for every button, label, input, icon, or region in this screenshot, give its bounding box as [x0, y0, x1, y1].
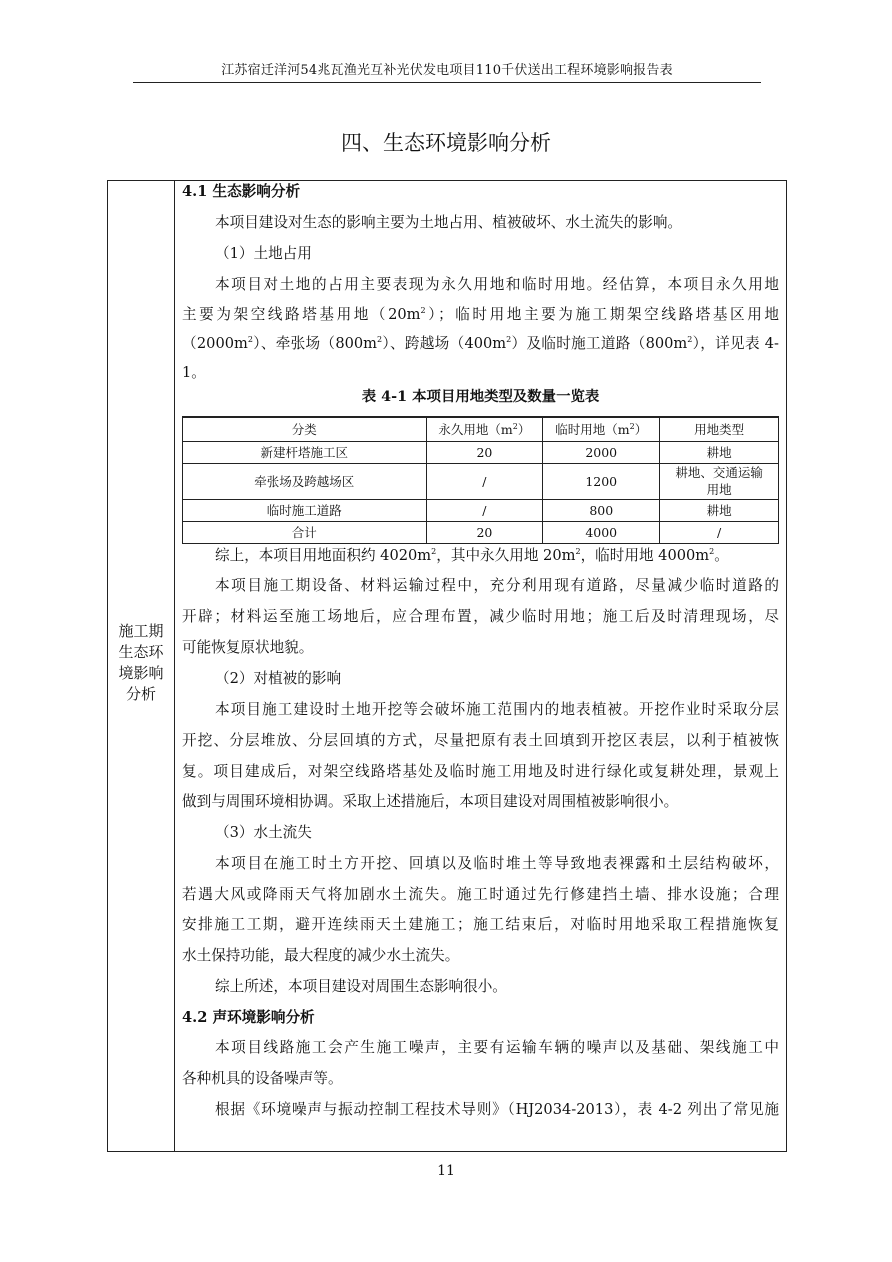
- cell-category: 牵张场及跨越场区: [183, 463, 427, 499]
- subheading-soil-erosion: （3）水土流失: [215, 824, 312, 841]
- paragraph-intro: 本项目建设对生态的影响主要为土地占用、植被破坏、水土流失的影响。: [215, 214, 683, 231]
- cell-land-type: 耕地、交通运输 用地: [660, 463, 779, 499]
- cell-temporary: 2000: [543, 441, 660, 463]
- table-row: [183, 499, 779, 521]
- heading-4-2: 4.2 声环境影响分析: [182, 1009, 315, 1026]
- paragraph-vegetation-line-4: 做到与周围环境相协调。采取上述措施后，本项目建设对周围植被影响很小。: [182, 793, 679, 810]
- cell-temporary: 4000: [543, 521, 660, 543]
- paragraph-transport-line-1: 本项目施工期设备、材料运输过程中，充分利用现有道路，尽量减少临时道路的: [215, 577, 779, 594]
- header-temporary-land: 临时用地$(m^2)$: [543, 417, 660, 441]
- running-header: 江苏宿迁洋河54兆瓦渔光互补光伏发电项目110千伏送出工程环境影响报告表: [221, 63, 673, 78]
- header-permanent-land: 永久用地$(m^2)$: [426, 417, 543, 441]
- paragraph-transport-line-3: 可能恢复原状地貌。: [182, 639, 314, 656]
- table-header-row: [183, 417, 779, 441]
- subheading-vegetation: （2）对植被的影响: [215, 670, 342, 687]
- header-rule: [133, 82, 761, 83]
- cell-temporary: 1200: [543, 463, 660, 499]
- table-row: [183, 463, 779, 499]
- paragraph-vegetation-line-2: 开挖、分层堆放、分层回填的方式，尽量把原有表土回填到开挖区表层，以利于植被恢: [182, 732, 779, 749]
- cell-category: 临时施工道路: [183, 499, 427, 521]
- paragraph-noise-line-1: 本项目线路施工会产生施工噪声，主要有运输车辆的噪声以及基础、架线施工中: [215, 1039, 779, 1056]
- cell-permanent: 20: [426, 521, 543, 543]
- table-row: [183, 441, 779, 463]
- cell-permanent: /: [426, 499, 543, 521]
- paragraph-erosion-line-4: 水土保持功能，最大程度的减少水土流失。: [182, 947, 460, 964]
- paragraph-land-use-line-2: 主要为架空线路塔基用地$(20m^2)$；临时用地主要为施工期架空线路塔基区用地: [182, 306, 779, 323]
- paragraph-standard-line-1: 根据《环境噪声与振动控制工程技术导则》（HJ2034-2013），表 4-2 列出了常见施: [215, 1101, 779, 1118]
- paragraph-vegetation-line-3: 复。项目建成后，对架空线路塔基处及临时施工用地及时进行绿化或复耕处理，景观上: [182, 763, 779, 780]
- cell-category: 新建杆塔施工区: [183, 441, 427, 463]
- heading-4-1: 4.1 生态影响分析: [182, 183, 301, 200]
- table-row-total: [183, 521, 779, 543]
- paragraph-erosion-line-2: 若遇大风或降雨天气将加剧水土流失。施工时通过先行修建挡土墙、排水设施；合理: [182, 886, 779, 903]
- table-caption: 表 4-1 本项目用地类型及数量一览表: [361, 388, 600, 405]
- side-label-text: 施工期生态环境影响分析: [118, 622, 164, 703]
- paragraph-transport-line-2: 开辟；材料运至施工场地后，应合理布置，减少临时用地；施工后及时清理现场，尽: [182, 608, 779, 625]
- paragraph-noise-line-2: 各种机具的设备噪声等。: [182, 1070, 343, 1087]
- cell-land-type: 耕地: [660, 441, 779, 463]
- paragraph-vegetation-line-1: 本项目施工建设时土地开挖等会破坏施工范围内的地表植被。开挖作业时采取分层: [215, 701, 779, 718]
- section-title: 四、生态环境影响分析: [341, 131, 551, 155]
- paragraph-land-summary: 综上，本项目用地面积约 $4020m^2$，其中永久用地 $20m^2$，临时用地 $4000m^2$。: [215, 547, 729, 564]
- paragraph-erosion-line-3: 安排施工工期，避开连续雨天土建施工；施工结束后，对临时用地采取工程措施恢复: [182, 916, 779, 933]
- subheading-land-use: （1）土地占用: [215, 245, 312, 262]
- cell-category: 合计: [183, 521, 427, 543]
- header-land-type: 用地类型: [660, 417, 779, 441]
- paragraph-land-use-line-1: 本项目对土地的占用主要表现为永久用地和临时用地。经估算，本项目永久用地: [215, 276, 779, 293]
- paragraph-land-use-line-3: $(2000m^2)$、牵张场$(800m^2)$、跨越场$(400m^2)$及临时施工道路$(800m^2)$，详见表 4-: [182, 335, 779, 352]
- analysis-table-frame: [107, 180, 787, 1152]
- cell-land-type: 耕地: [660, 499, 779, 521]
- paragraph-erosion-line-1: 本项目在施工时土方开挖、回填以及临时堆土等导致地表裸露和土层结构破坏，: [215, 855, 779, 872]
- paragraph-land-use-line-4: 1。: [182, 364, 206, 381]
- page-number: 11: [437, 1163, 455, 1179]
- cell-land-type: /: [660, 521, 779, 543]
- cell-permanent: 20: [426, 441, 543, 463]
- cell-temporary: 800: [543, 499, 660, 521]
- paragraph-ecology-summary: 综上所述，本项目建设对周围生态影响很小。: [215, 978, 507, 995]
- side-label-cell: [108, 181, 175, 1151]
- header-category: 分类: [183, 417, 427, 441]
- cell-permanent: /: [426, 463, 543, 499]
- land-use-table: [182, 416, 779, 544]
